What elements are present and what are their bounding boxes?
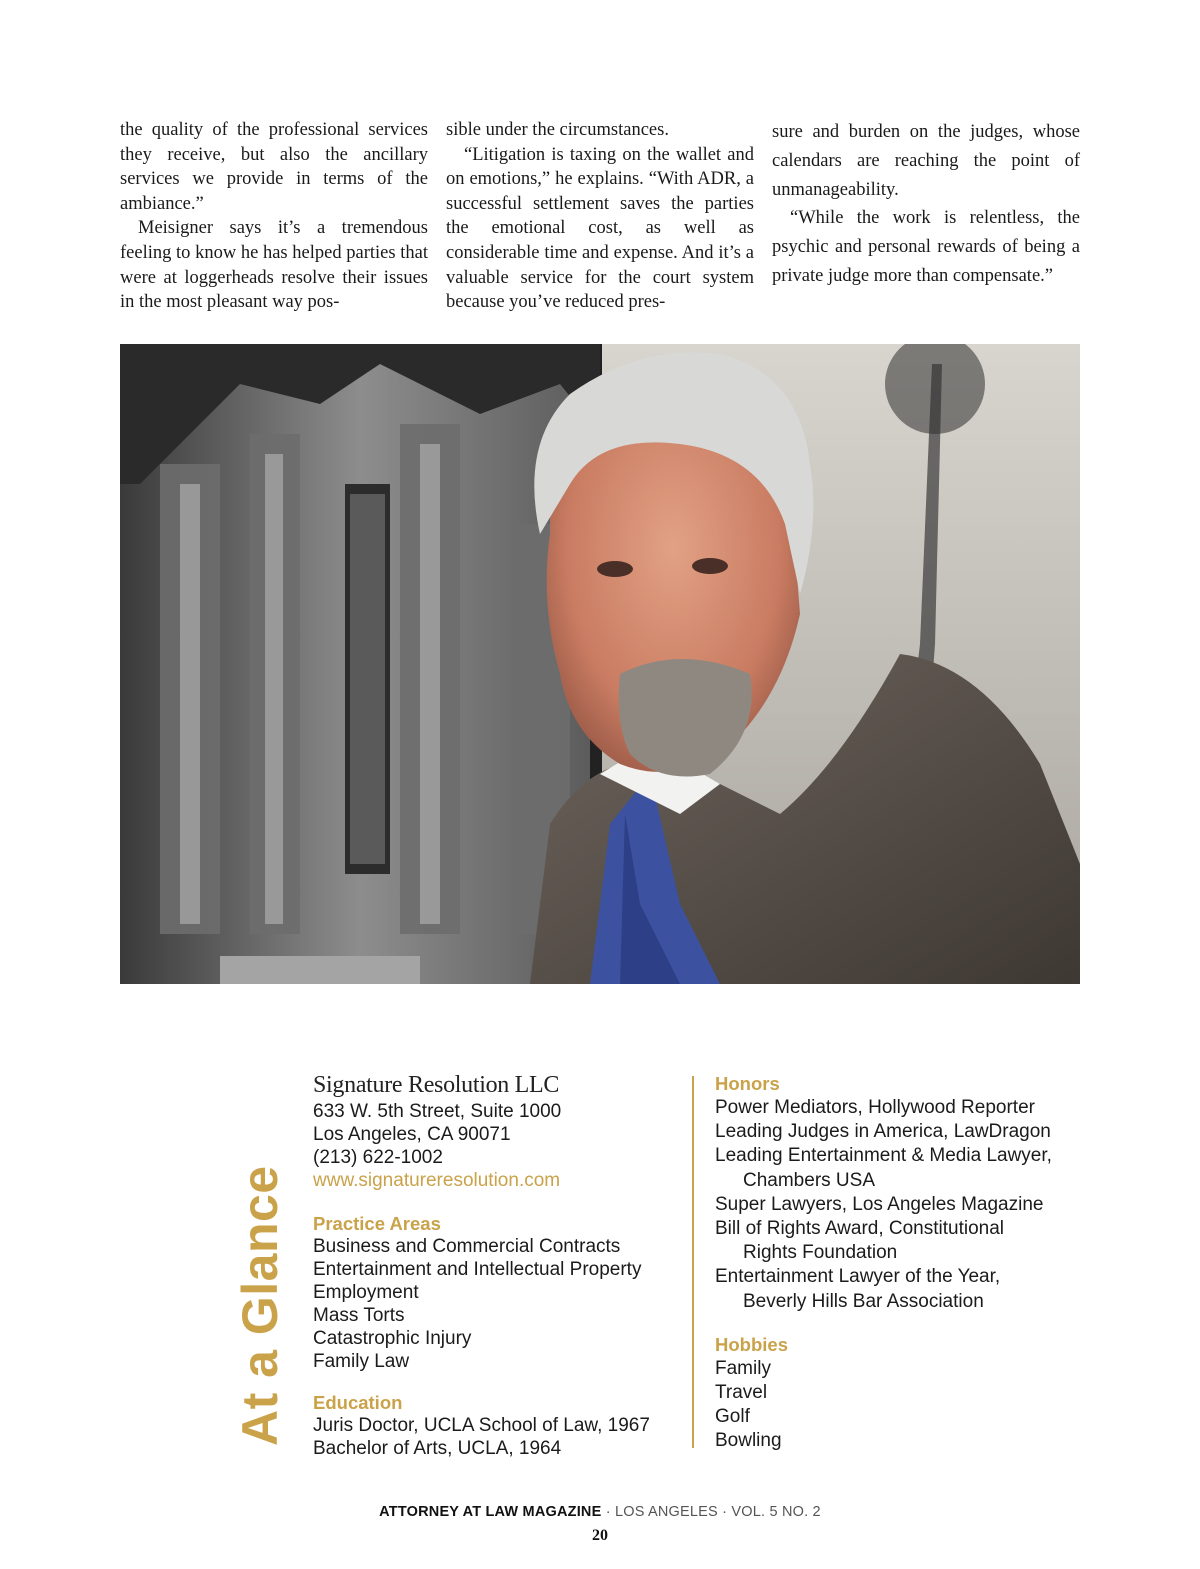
list-item: Leading Judges in America, LawDragon bbox=[715, 1121, 1051, 1143]
page-number: 20 bbox=[592, 1527, 608, 1544]
honors bbox=[715, 1072, 1085, 1314]
address-line: Los Angeles, CA 90071 bbox=[313, 1124, 511, 1145]
list-item: Entertainment and Intellectual Property bbox=[313, 1259, 642, 1280]
list-item: Catastrophic Injury bbox=[313, 1328, 472, 1349]
at-a-glance-title: At a Glance bbox=[232, 1165, 288, 1446]
phone-number[interactable]: (213) 622-1002 bbox=[313, 1147, 443, 1168]
list-item: Bowling bbox=[715, 1430, 782, 1452]
list-item: Leading Entertainment & Media Lawyer, bbox=[715, 1145, 1052, 1167]
portrait-illustration bbox=[120, 344, 1080, 984]
list-item: Juris Doctor, UCLA School of Law, 1967 bbox=[313, 1415, 650, 1436]
paragraph: sure and burden on the judges, whose calendars are reaching the point of unmanageability. bbox=[772, 122, 1080, 200]
list-item: Family bbox=[715, 1357, 771, 1379]
paragraph: the quality of the professional services they receive, but also the ancillary services we provide in terms of the ambiance.” bbox=[120, 120, 428, 214]
section-heading: Education bbox=[313, 1392, 403, 1413]
paragraph: “While the work is relentless, the psychic and personal rewards of being a private judge more than compensate.” bbox=[772, 208, 1080, 286]
list-item-continuation: Chambers USA bbox=[743, 1169, 875, 1191]
firm-name: Signature Resolution LLC bbox=[313, 1072, 560, 1098]
section-heading: Practice Areas bbox=[313, 1213, 441, 1234]
page-footer bbox=[0, 1504, 1200, 1520]
article-column-2 bbox=[446, 118, 754, 315]
article-column-3 bbox=[772, 118, 1080, 315]
list-item: Employment bbox=[313, 1282, 419, 1303]
list-item: Super Lawyers, Los Angeles Magazine bbox=[715, 1193, 1044, 1215]
issue-details: · LOS ANGELES · VOL. 5 NO. 2 bbox=[601, 1504, 821, 1520]
education bbox=[313, 1391, 683, 1460]
list-item: Bill of Rights Award, Constitutional bbox=[715, 1218, 1005, 1240]
list-item-continuation: Rights Foundation bbox=[743, 1242, 898, 1264]
list-item: Mass Torts bbox=[313, 1305, 405, 1326]
list-item: Business and Commercial Contracts bbox=[313, 1236, 621, 1257]
practice-areas bbox=[313, 1212, 683, 1373]
section-heading: Honors bbox=[715, 1073, 780, 1094]
list-item: Travel bbox=[715, 1382, 768, 1404]
paragraph: “Litigation is taxing on the wallet and on emotions,” he explains. “With ADR, a successful settlement saves the parties the emotional cost, as well as considerable time and expense. And it’s a valuable service for the court system because you’ve reduced pres- bbox=[446, 144, 754, 313]
list-item: Entertainment Lawyer of the Year, bbox=[715, 1266, 1001, 1288]
list-item: Bachelor of Arts, UCLA, 1964 bbox=[313, 1438, 562, 1459]
hobbies bbox=[715, 1333, 1085, 1454]
magazine-name: ATTORNEY AT LAW MAGAZINE bbox=[379, 1504, 602, 1520]
paragraph: Meisigner says it’s a tremendous feeling to know he has helped parties that were at loggerheads resolve their issues in the most pleasant way pos- bbox=[120, 218, 428, 313]
article-column-1 bbox=[120, 118, 428, 315]
portrait-photo bbox=[120, 344, 1080, 984]
website-link[interactable]: www.signatureresolution.com bbox=[313, 1170, 561, 1191]
list-item: Golf bbox=[715, 1406, 750, 1428]
section-heading: Hobbies bbox=[715, 1333, 788, 1355]
list-item-continuation: Beverly Hills Bar Association bbox=[743, 1290, 984, 1312]
glance-left-column bbox=[313, 1070, 683, 1460]
list-item: Power Mediators, Hollywood Reporter bbox=[715, 1097, 1035, 1118]
glance-right-column bbox=[715, 1072, 1085, 1454]
firm-contact bbox=[313, 1070, 683, 1192]
article-text bbox=[120, 118, 1080, 315]
column-divider bbox=[692, 1076, 694, 1448]
paragraph: sible under the circumstances. bbox=[446, 120, 669, 140]
list-item: Family Law bbox=[313, 1351, 410, 1372]
address-line: 633 W. 5th Street, Suite 1000 bbox=[313, 1101, 562, 1122]
